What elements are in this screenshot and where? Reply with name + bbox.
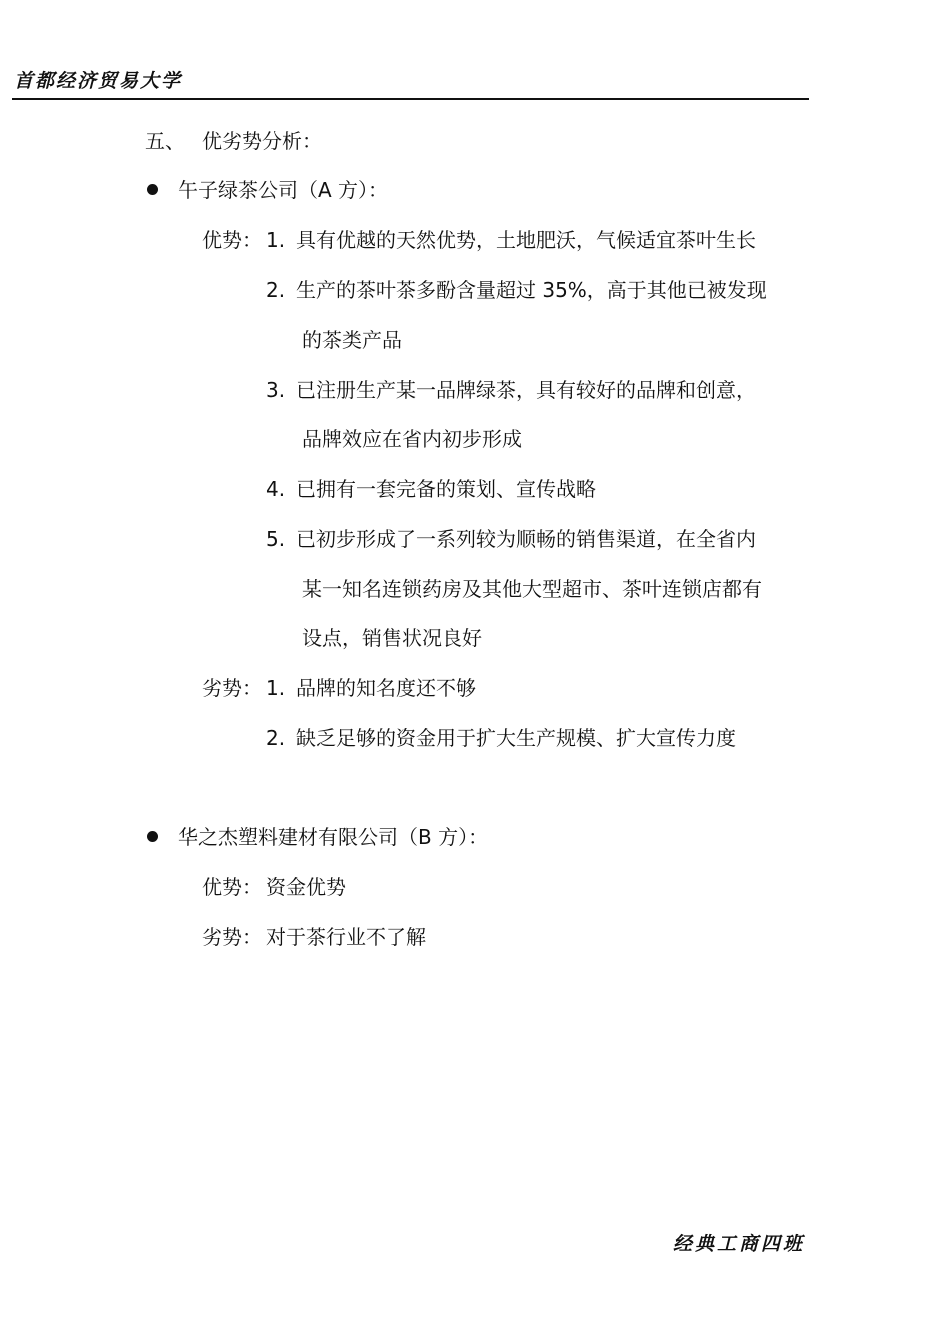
- disadvantage-text: 品牌的知名度还不够: [296, 676, 476, 700]
- advantage-text: 具有优越的天然优势，土地肥沃，气候适宜茶叶生长: [296, 228, 756, 252]
- advantage-number: 5.: [266, 527, 286, 551]
- advantage-number: 2.: [266, 278, 286, 302]
- party-b-title: 华之杰塑料建材有限公司（B 方）：: [178, 825, 489, 849]
- advantage-number: 4.: [266, 477, 286, 501]
- disadvantage-number: 2.: [266, 726, 286, 750]
- advantage-text-continued: 的茶类产品: [302, 328, 402, 352]
- party-b-disadvantages-label: 劣势：: [202, 925, 262, 949]
- disadvantage-number: 1.: [266, 676, 286, 700]
- footer-class-name: 经典工商四班: [672, 1233, 805, 1255]
- section-title: 优劣势分析：: [202, 129, 322, 153]
- party-a-title: 午子绿茶公司（A 方）：: [178, 178, 389, 202]
- party-a-disadvantages-label: 劣势：: [202, 676, 262, 700]
- advantage-text: 已初步形成了一系列较为顺畅的销售渠道，在全省内: [296, 527, 756, 551]
- header-divider: [12, 98, 809, 100]
- advantage-number: 1.: [266, 228, 286, 252]
- section-number: 五、: [145, 129, 185, 153]
- advantage-text: 生产的茶叶茶多酚含量超过 35%，高于其他已被发现: [296, 278, 767, 302]
- advantage-text: 已拥有一套完备的策划、宣传战略: [296, 477, 596, 501]
- party-b-disadvantages-text: 对于茶行业不了解: [266, 925, 426, 949]
- header-university-name: 首都经济贸易大学: [14, 70, 183, 92]
- bullet-party-a: [147, 184, 158, 195]
- party-b-advantages-label: 优势：: [202, 875, 262, 899]
- advantage-text-continued: 某一知名连锁药房及其他大型超市、茶叶连锁店都有: [302, 577, 762, 601]
- bullet-party-b: [147, 831, 158, 842]
- party-a-advantages-label: 优势：: [202, 228, 262, 252]
- advantage-text-continued: 品牌效应在省内初步形成: [302, 427, 522, 451]
- advantage-number: 3.: [266, 378, 286, 402]
- advantage-text-continued: 设点，销售状况良好: [302, 626, 482, 650]
- disadvantage-text: 缺乏足够的资金用于扩大生产规模、扩大宣传力度: [296, 726, 736, 750]
- advantage-text: 已注册生产某一品牌绿茶，具有较好的品牌和创意，: [296, 378, 756, 402]
- party-b-advantages-text: 资金优势: [266, 875, 346, 899]
